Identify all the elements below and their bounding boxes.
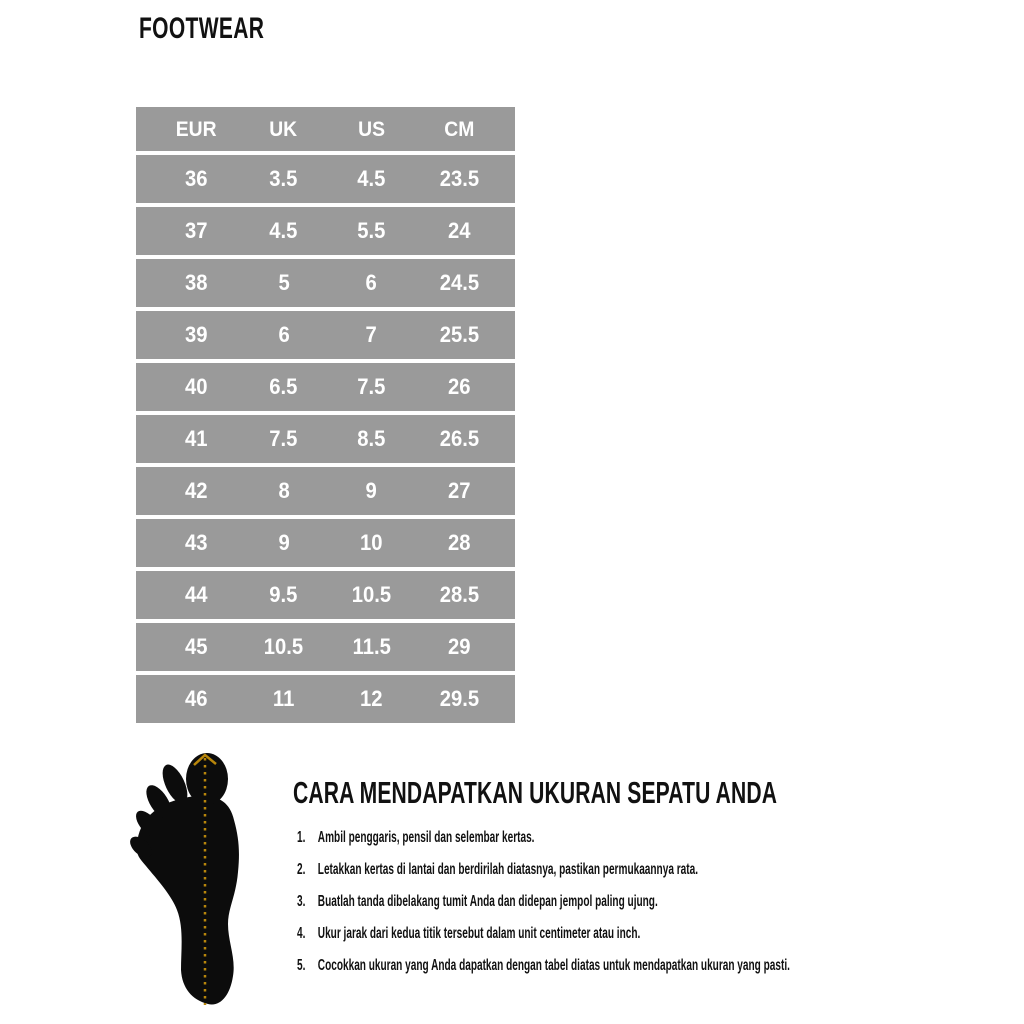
- step-text: Buatlah tanda dibelakang tumit Anda dan didepan jempol paling ujung.: [317, 893, 658, 910]
- size-cell: 43: [184, 530, 208, 555]
- size-cell: 26.5: [439, 426, 479, 451]
- foot-silhouette-icon: [126, 752, 242, 1008]
- size-table-header-row: [136, 107, 515, 151]
- size-cell: 23.5: [439, 166, 479, 191]
- size-cell: 29.5: [439, 686, 479, 711]
- step-text: Ukur jarak dari kedua titik tersebut dalam unit centimeter atau inch.: [317, 925, 641, 942]
- size-row: [136, 415, 515, 463]
- page-title: FOOTWEAR: [139, 12, 265, 45]
- size-row: [136, 207, 515, 255]
- size-col-header: EUR: [175, 117, 217, 141]
- size-cell: 38: [184, 270, 208, 295]
- size-cell: 44: [184, 582, 208, 607]
- size-cell: 11: [272, 686, 295, 711]
- step-number: 2.: [297, 861, 306, 878]
- instructions-list: [297, 830, 1024, 990]
- size-table: [136, 107, 515, 723]
- size-row: [136, 519, 515, 567]
- size-cell: 7: [365, 322, 378, 347]
- size-cell: 41: [184, 426, 208, 451]
- instruction-step: [297, 958, 790, 973]
- size-row: [136, 675, 515, 723]
- size-cell: 8: [277, 478, 290, 503]
- size-cell: 11.5: [352, 634, 391, 659]
- size-row: [136, 259, 515, 307]
- step-text: Ambil penggaris, pensil dan selembar kertas.: [317, 829, 535, 846]
- size-cell: 27: [447, 478, 471, 503]
- size-row: [136, 155, 515, 203]
- size-row: [136, 311, 515, 359]
- size-row: [136, 363, 515, 411]
- step-number: 1.: [297, 829, 306, 846]
- size-cell: 6.5: [269, 374, 298, 399]
- size-cell: 28: [447, 530, 471, 555]
- instruction-step: [297, 926, 790, 941]
- size-col-header: CM: [444, 117, 475, 141]
- size-cell: 24.5: [439, 270, 479, 295]
- size-cell: 3.5: [269, 166, 298, 191]
- size-cell: 12: [360, 686, 383, 711]
- size-cell: 26: [447, 374, 471, 399]
- size-cell: 7.5: [357, 374, 386, 399]
- size-cell: 29: [447, 634, 471, 659]
- size-row: [136, 623, 515, 671]
- size-row: [136, 467, 515, 515]
- step-number: 4.: [297, 925, 306, 942]
- size-cell: 37: [184, 218, 208, 243]
- guide-heading: CARA MENDAPATKAN UKURAN SEPATU ANDA: [293, 775, 778, 810]
- instruction-step: [297, 894, 790, 909]
- size-cell: 10.5: [263, 634, 304, 659]
- size-cell: 6: [365, 270, 378, 295]
- size-cell: 10: [360, 530, 383, 555]
- size-cell: 25.5: [439, 322, 479, 347]
- size-cell: 9: [277, 530, 290, 555]
- instruction-step: [297, 862, 790, 877]
- instruction-step: [297, 830, 790, 845]
- size-cell: 42: [184, 478, 208, 503]
- size-cell: 40: [184, 374, 208, 399]
- size-col-header: UK: [269, 117, 298, 141]
- step-text: Letakkan kertas di lantai dan berdirilah diatasnya, pastikan permukaannya rata.: [317, 861, 698, 878]
- size-cell: 24: [447, 218, 471, 243]
- size-cell: 5: [277, 270, 290, 295]
- size-cell: 9: [365, 478, 378, 503]
- size-cell: 45: [184, 634, 208, 659]
- size-cell: 4.5: [269, 218, 298, 243]
- step-number: 5.: [297, 957, 306, 974]
- size-cell: 46: [184, 686, 208, 711]
- size-cell: 28.5: [439, 582, 479, 607]
- size-cell: 6: [277, 322, 290, 347]
- size-cell: 7.5: [269, 426, 298, 451]
- foot-measurement-diagram: [126, 752, 242, 1008]
- size-row: [136, 571, 515, 619]
- size-cell: 9.5: [269, 582, 298, 607]
- step-number: 3.: [297, 893, 306, 910]
- size-cell: 5.5: [357, 218, 386, 243]
- size-cell: 8.5: [357, 426, 386, 451]
- foot-silhouette: [126, 753, 239, 1004]
- size-cell: 36: [184, 166, 208, 191]
- size-cell: 4.5: [357, 166, 386, 191]
- size-cell: 39: [184, 322, 208, 347]
- size-col-header: US: [357, 117, 385, 141]
- step-text: Cocokkan ukuran yang Anda dapatkan dengan tabel diatas untuk mendapatkan ukuran yang pasti.: [317, 957, 790, 974]
- size-cell: 10.5: [351, 582, 392, 607]
